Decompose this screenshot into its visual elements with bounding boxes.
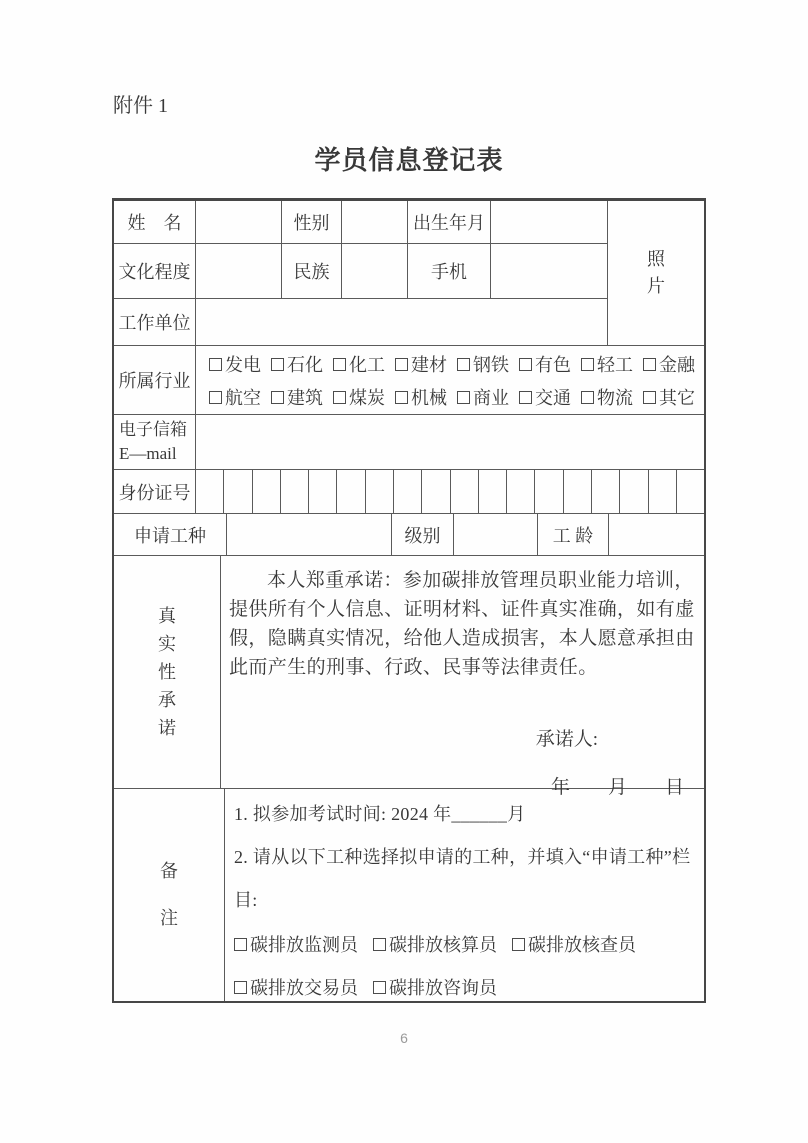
job-checkbox-option[interactable] — [234, 931, 358, 957]
checkbox-label: 建筑 — [287, 387, 323, 408]
row-notes — [114, 788, 704, 1001]
industry-checkbox-option[interactable] — [395, 351, 447, 377]
id-digit-cell[interactable] — [563, 470, 591, 513]
checkbox-icon — [373, 938, 386, 951]
id-digit-cell[interactable] — [450, 470, 478, 513]
notes-line1: 1. 拟参加考试时间: 2024 年______月 — [234, 804, 526, 824]
checkbox-icon — [373, 981, 386, 994]
checkbox-icon — [234, 981, 247, 994]
email-label-cn: 电子信箱 — [119, 420, 187, 439]
id-digit-cell[interactable] — [223, 470, 251, 513]
checkbox-label: 碳排放咨询员 — [389, 977, 497, 998]
gender-label: 性别 — [281, 201, 341, 243]
checkbox-label: 碳排放核算员 — [389, 934, 497, 955]
industry-checkbox-option[interactable] — [643, 384, 695, 410]
level-field[interactable] — [453, 514, 537, 555]
checkbox-label: 航空 — [225, 387, 261, 408]
industry-checkbox-option[interactable] — [581, 384, 633, 410]
id-digit-cell[interactable] — [591, 470, 619, 513]
industry-checkbox-option[interactable] — [395, 384, 447, 410]
seniority-label: 工 龄 — [537, 514, 608, 555]
checkbox-icon — [209, 391, 222, 404]
id-number-label: 身份证号 — [118, 482, 191, 503]
industry-checkbox-option[interactable] — [457, 384, 509, 410]
industry-options — [195, 346, 704, 414]
checkbox-icon — [643, 358, 656, 371]
email-label-en: E—mail — [119, 444, 177, 463]
checkbox-label: 碳排放交易员 — [250, 977, 358, 998]
commitment-label: 真实性承诺 — [158, 606, 176, 738]
checkbox-icon — [333, 391, 346, 404]
birth-date-field[interactable] — [490, 201, 607, 243]
checkbox-icon — [519, 358, 532, 371]
industry-checkbox-option[interactable] — [519, 384, 571, 410]
id-digit-cell[interactable] — [280, 470, 308, 513]
id-digit-cell[interactable] — [619, 470, 647, 513]
checkbox-icon — [234, 938, 247, 951]
id-digit-cell[interactable] — [676, 470, 704, 513]
row-education-ethnicity-mobile — [114, 243, 607, 298]
id-digit-cell[interactable] — [336, 470, 364, 513]
checkbox-label: 建材 — [411, 354, 447, 375]
email-label — [114, 415, 195, 469]
name-field[interactable] — [195, 201, 281, 243]
personal-info-section — [114, 201, 704, 345]
job-options-line2 — [234, 965, 700, 1008]
row-commitment — [114, 555, 704, 798]
row-email — [114, 414, 704, 469]
checkbox-label: 商业 — [473, 387, 509, 408]
name-label: 姓 名 — [127, 213, 182, 233]
attachment-label: 附件 1 — [113, 95, 168, 117]
registration-form-table — [112, 198, 706, 1003]
checkbox-label: 金融 — [659, 354, 695, 375]
mobile-field[interactable] — [490, 244, 607, 298]
checkbox-label: 轻工 — [597, 354, 633, 375]
checkbox-label: 碳排放核查员 — [528, 934, 636, 955]
checkbox-label: 物流 — [597, 387, 633, 408]
id-digit-cell[interactable] — [506, 470, 534, 513]
id-digit-cell[interactable] — [252, 470, 280, 513]
id-digit-cell[interactable] — [365, 470, 393, 513]
notes-label-cell — [114, 789, 224, 1001]
job-type-label: 申请工种 — [134, 525, 206, 546]
employer-field[interactable] — [195, 299, 607, 345]
id-digit-cell[interactable] — [393, 470, 421, 513]
row-name-gender-birth — [114, 201, 607, 243]
checkbox-icon — [643, 391, 656, 404]
checkbox-label: 其它 — [659, 387, 695, 408]
checkbox-icon — [457, 391, 470, 404]
checkbox-label: 交通 — [535, 387, 571, 408]
seniority-field[interactable] — [608, 514, 704, 555]
ethnicity-label: 民族 — [281, 244, 341, 298]
row-id-number — [114, 469, 704, 513]
industry-checkbox-option[interactable] — [209, 384, 261, 410]
date-line: 年 月 日 — [550, 777, 684, 798]
id-digit-cell[interactable] — [196, 470, 223, 513]
birth-date-label: 出生年月 — [407, 201, 490, 243]
commitment-text: 本人郑重承诺：参加碳排放管理员职业能力培训，提供所有个人信息、证明材料、证件真实准确，如有虚假，隐瞒真实情况，给他人造成损害，本人愿意承担由此而产生的刑事、行政、民事等法律责任。 — [229, 570, 695, 678]
id-digit-cell[interactable] — [648, 470, 676, 513]
checkbox-icon — [271, 391, 284, 404]
photo-cell — [607, 201, 704, 345]
industry-options-line2 — [209, 383, 704, 411]
industry-checkbox-option[interactable] — [271, 351, 323, 377]
job-checkbox-option[interactable] — [373, 931, 497, 957]
checkbox-label: 机械 — [411, 387, 447, 408]
industry-checkbox-option[interactable] — [333, 351, 385, 377]
industry-checkbox-option[interactable] — [457, 351, 509, 377]
checkbox-label: 发电 — [225, 354, 261, 375]
notes-line2: 2. 请从以下工种选择拟申请的工种，并填入“申请工种”栏目: — [234, 847, 691, 910]
industry-checkbox-option[interactable] — [209, 351, 261, 377]
notes-body-cell — [224, 789, 704, 1001]
industry-checkbox-option[interactable] — [333, 384, 385, 410]
checkbox-icon — [209, 358, 222, 371]
email-field[interactable] — [195, 415, 704, 469]
checkbox-label: 石化 — [287, 354, 323, 375]
id-digit-cell[interactable] — [421, 470, 449, 513]
industry-checkbox-option[interactable] — [519, 351, 571, 377]
industry-checkbox-option[interactable] — [643, 351, 695, 377]
industry-options-line1 — [209, 350, 704, 378]
checkbox-label: 煤炭 — [349, 387, 385, 408]
signer-label: 承诺人: — [535, 729, 598, 750]
checkbox-icon — [519, 391, 532, 404]
mobile-label: 手机 — [407, 244, 490, 298]
row-job-type — [114, 513, 704, 555]
job-checkbox-option[interactable] — [373, 974, 497, 1000]
checkbox-label: 碳排放监测员 — [250, 934, 358, 955]
checkbox-icon — [333, 358, 346, 371]
checkbox-label: 有色 — [535, 354, 571, 375]
id-digit-cell[interactable] — [308, 470, 336, 513]
industry-label: 所属行业 — [118, 371, 191, 391]
checkbox-icon — [271, 358, 284, 371]
education-field[interactable] — [195, 244, 281, 298]
id-digit-cell[interactable] — [534, 470, 562, 513]
checkbox-icon — [581, 391, 594, 404]
id-digit-cell[interactable] — [478, 470, 506, 513]
photo-label: 照片 — [647, 249, 665, 296]
industry-checkbox-option[interactable] — [581, 351, 633, 377]
job-options-line1 — [234, 922, 700, 965]
notes-label: 备注 — [160, 861, 178, 928]
ethnicity-field[interactable] — [341, 244, 407, 298]
job-type-field[interactable] — [226, 514, 391, 555]
gender-field[interactable] — [341, 201, 407, 243]
checkbox-label: 钢铁 — [473, 354, 509, 375]
education-label: 文化程度 — [118, 262, 191, 282]
page-number: 6 — [400, 1030, 408, 1046]
checkbox-icon — [395, 391, 408, 404]
level-label: 级别 — [391, 514, 453, 555]
row-industry — [114, 345, 704, 414]
checkbox-icon — [395, 358, 408, 371]
id-number-cells — [195, 470, 704, 513]
checkbox-icon — [581, 358, 594, 371]
industry-checkbox-option[interactable] — [271, 384, 323, 410]
checkbox-icon — [512, 938, 525, 951]
employer-label: 工作单位 — [118, 313, 191, 333]
job-checkbox-option[interactable] — [512, 931, 636, 957]
commitment-label-cell — [114, 556, 220, 788]
checkbox-label: 化工 — [349, 354, 385, 375]
job-checkbox-option[interactable] — [234, 974, 358, 1000]
commitment-body-cell — [220, 556, 704, 798]
page-title: 学员信息登记表 — [314, 146, 504, 175]
checkbox-icon — [457, 358, 470, 371]
row-employer — [114, 298, 607, 345]
